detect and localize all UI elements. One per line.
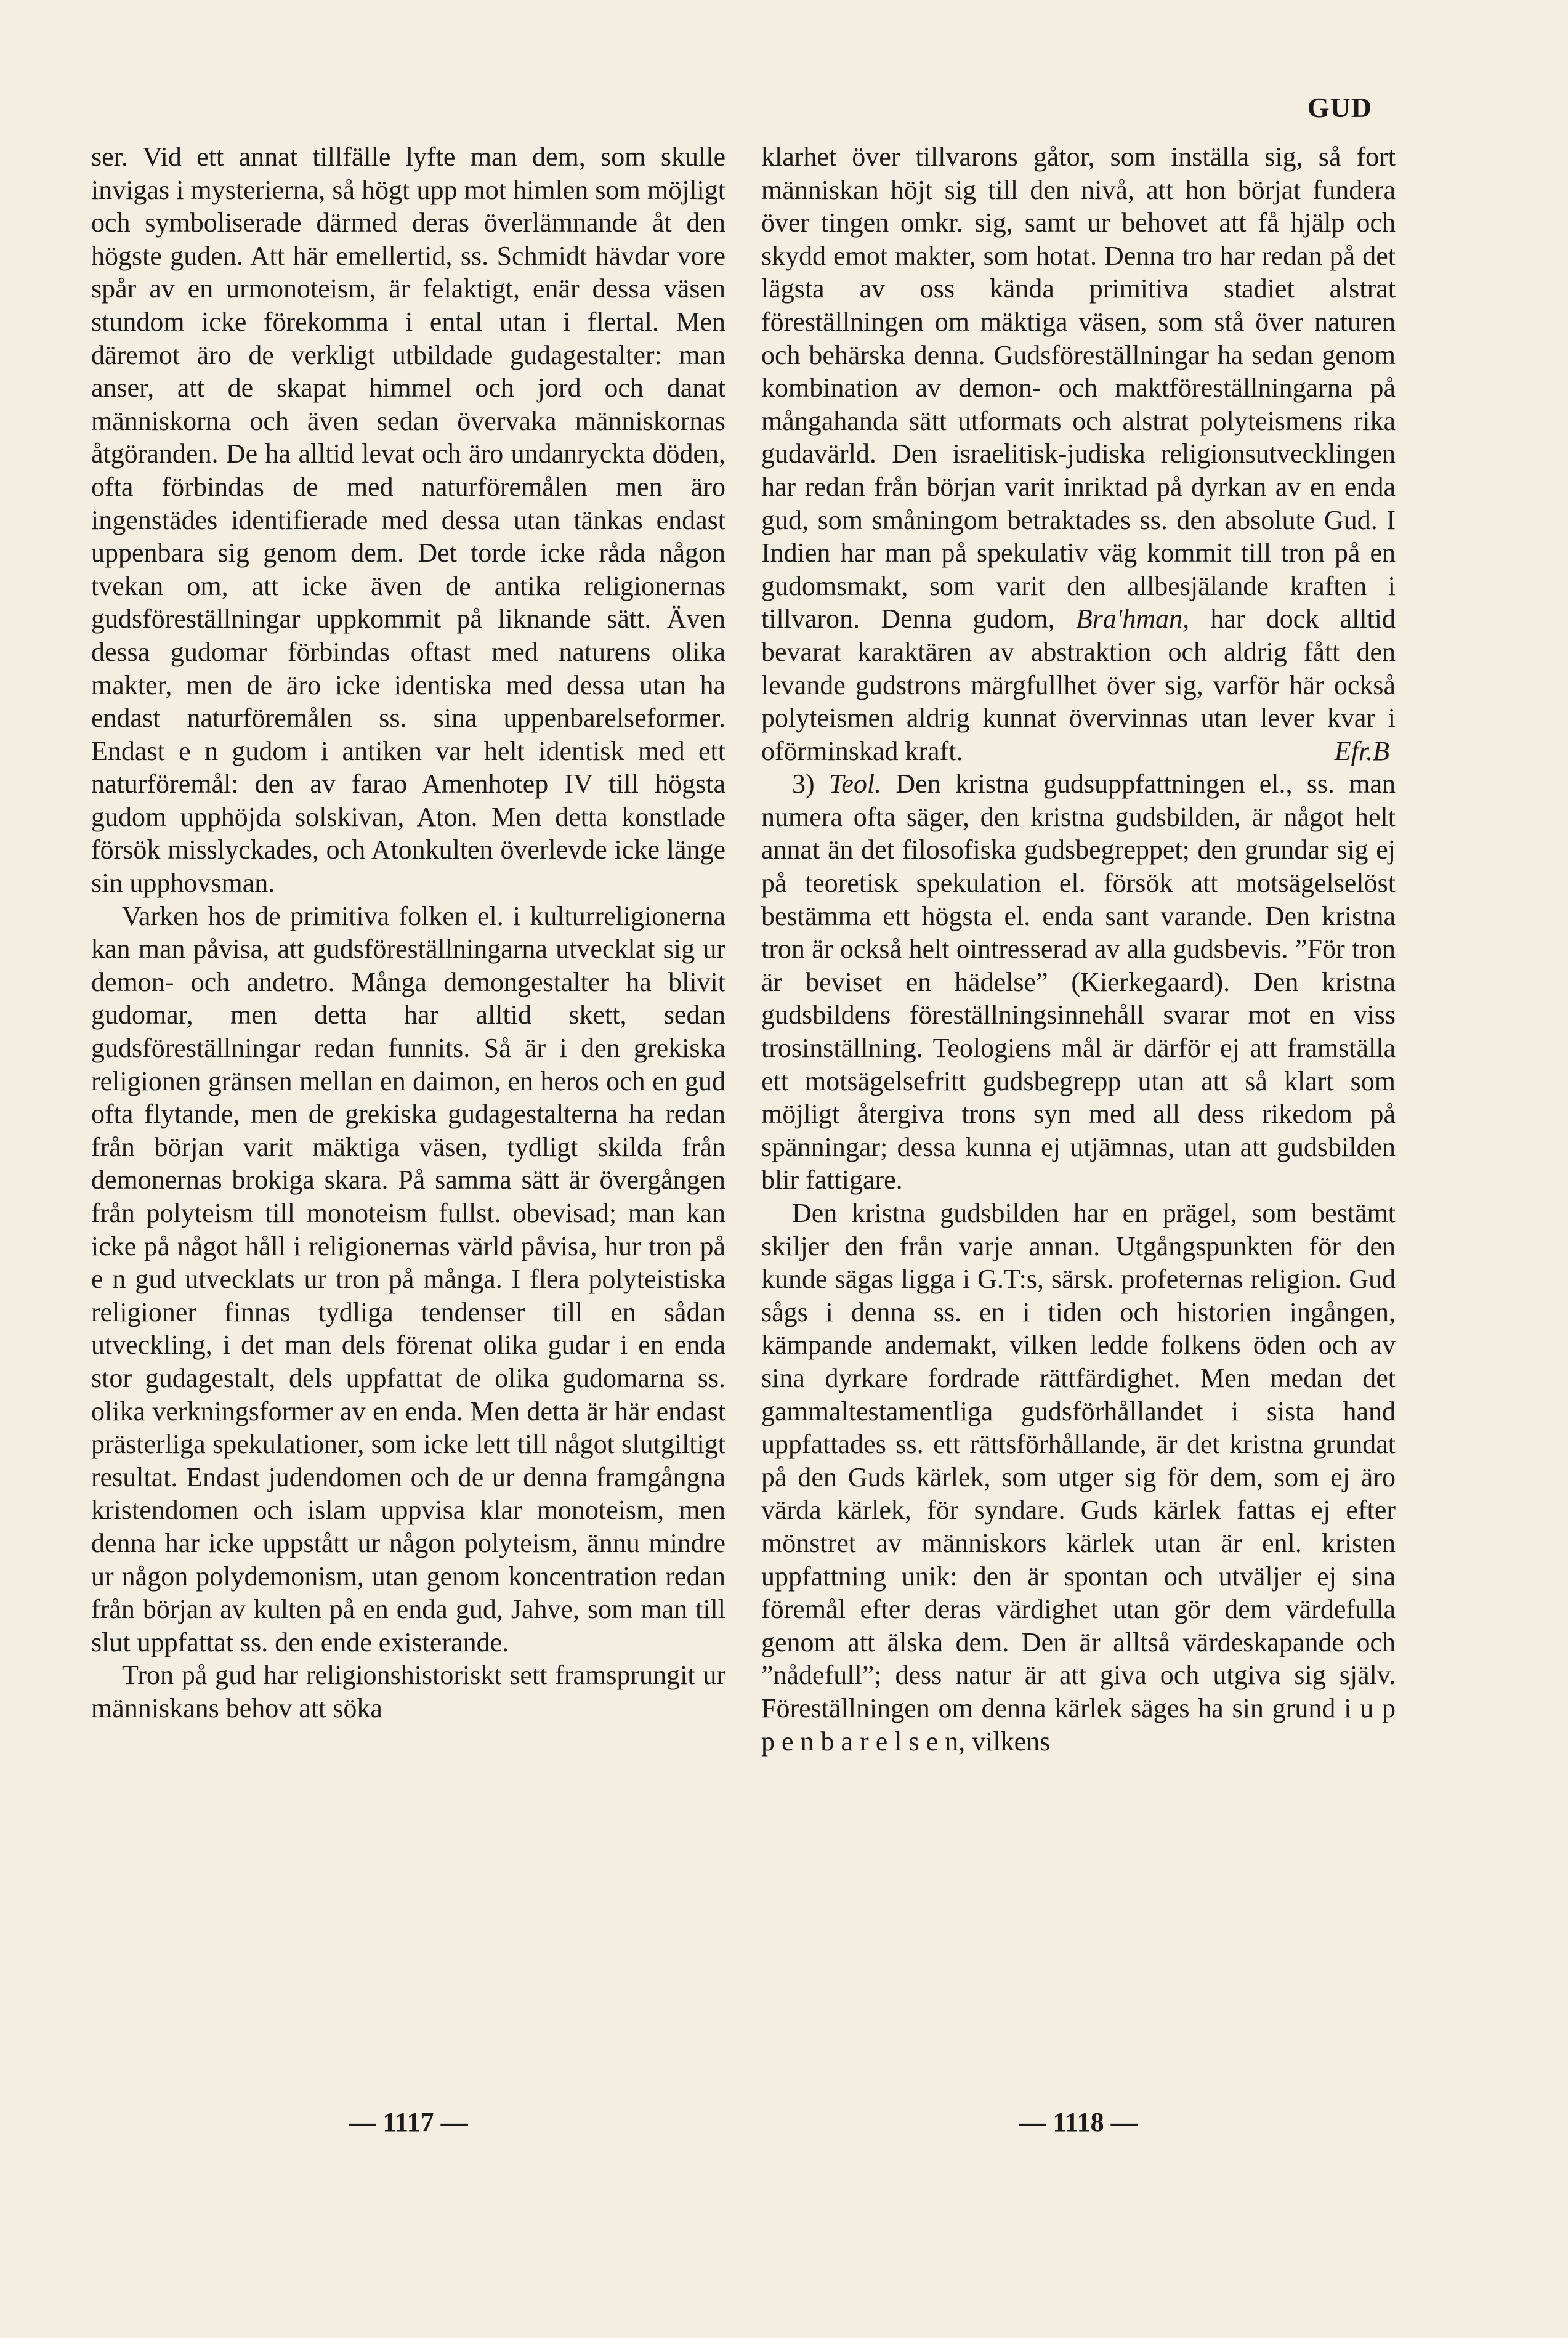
- right-column: [761, 140, 1396, 1758]
- left-paragraph-1: ser. Vid ett annat tillfälle lyfte man dem, som skulle invigas i mysterierna, så högt upp mot himlen som möjligt och symboliserade därmed deras överlämnande åt den högste guden. Att här emellertid, ss. Schmidt hävdar vore spår av en urmonoteism, är felaktigt, enär dessa väsen stundom icke förekomma i ental utan i flertal. Men däremot äro de verkligt utbildade gudagestalter: man anser, att de skapat himmel och jord och danat människorna och även sedan övervaka människornas åtgöranden. De ha alltid levat och äro undanryckta döden, ofta förbindas de med naturföremålen men äro ingenstädes identifierade med dessa utan tänkas endast uppenbara sig genom dem. Det torde icke råda någon tvekan om, att icke även de antika religionernas gudsföreställningar uppkommit på liknande sätt. Även dessa gudomar förbindas oftast med naturens olika makter, men de äro icke identiska med dessa utan ha endast naturföremålen ss. sina uppenbarelseformer. Endast e n gudom i antiken var helt identisk med ett naturföremål: den av farao Amenhotep IV till högsta gudom upphöjda solskivan, Aton. Men detta konstlade försök misslyckades, och Atonkulten överlevde icke länge sin upphovsman.: [91, 142, 725, 899]
- right-paragraph-1-text: klarhet över tillvarons gåtor, som inställa sig, så fort människan höjt sig till den nivå, att hon börjat fundera över tingen omkr. sig, samt ur behovet att få hjälp och skydd emot makter, som hotat. Denna tro har redan på det lägsta av oss kända primitiva stadiet alstrat föreställningen om mäktiga väsen, som stå över naturen och behärska denna. Gudsföreställningar ha sedan genom kombination av demon- och maktföreställningarna på mångahanda sätt utformats och alstrat polyteismens rika gudavärld. Den israelitisk-judiska religionsutvecklingen har redan från början varit inriktad på dyrkan av en enda gud, som småningom betraktades ss. den absolute Gud. I Indien har man på spekulativ väg kommit till tron på en gudomsmakt, som varit den allbesjälande kraften i tillvaron. Denna gudom,: [761, 142, 1396, 634]
- right-paragraph-2-text: Den kristna gudsuppfattningen el., ss. man numera ofta säger, den kristna gudsbilden, är något helt annat än det filosofiska gudsbegreppet; den grundar sig ej på teoretisk spekulation el. försök att motsägelselöst bestämma ett högsta el. enda sant varande. Den kristna tron är också helt ointresserad av alla gudsbevis. ”För tron är beviset en hädelse” (Kierkegaard). Den kristna gudsbildens föreställningsinnehåll svarar mot en viss trosinställning. Teologiens mål är därför ej att framställa ett motsägelsefritt gudsbegrepp utan att så klart som möjligt återgiva trons syn med all dess rikedom på spänningar; dessa kunna ej utjämnas, utan att gudsbilden blir fattigare.: [761, 769, 1396, 1195]
- running-head-keyword: GUD: [1307, 92, 1372, 123]
- right-paragraph-2: [761, 767, 1396, 1197]
- page-number-left: — 1117 —: [349, 2107, 468, 2137]
- right-paragraph-1: [761, 140, 1396, 767]
- section-number: 3): [792, 769, 815, 799]
- author-signature: Efr.B: [1334, 735, 1389, 766]
- left-paragraph-3: Tron på gud har religionshistoriskt sett framsprungit ur människans behov att söka: [91, 1660, 725, 1723]
- page-number-right: — 1118 —: [1019, 2107, 1138, 2137]
- right-paragraph-1-rest: har dock alltid bevarat karaktären av abstraktion och aldrig fått den levande gudstrons märgfullhet över sig, varför här också polyteismen aldrig kunnat övervinnas utan lever kvar i oförminskad kraft.: [761, 604, 1396, 766]
- brahman-term: Bra'hman,: [1075, 604, 1190, 634]
- left-column: [91, 140, 725, 1725]
- right-paragraph-3: Den kristna gudsbilden har en prägel, som bestämt skiljer den från varje annan. Utgångspunkten för den kunde sägas ligga i G.T:s, särsk. profeternas religion. Gud sågs i denna ss. en i tiden och historien ingången, kämpande andemakt, vilken ledde folkens öden och av sina dyrkare fordrade rättfärdighet. Men medan det gammaltestamentliga gudsförhållandet i sista hand uppfattades ss. ett rättsförhållande, är det kristna grundat på den Guds kärlek, som utger sig för dem, som ej äro värda kärlek, för syndare. Guds kärlek fattas ej efter mönstret av människors kärlek utan är enl. kristen uppfattning unik: den är spontan och utväljer ej sina föremål efter deras värdighet utan gör dem värdefulla genom att älska dem. Den är alltså värdeskapande och ”nådefull”; dess natur är att giva och utgiva sig själv. Föreställningen om denna kärlek säges ha sin grund i u p p e n b a r e l s e n, vilkens: [761, 1198, 1396, 1757]
- left-paragraph-2: Varken hos de primitiva folken el. i kulturreligionerna kan man påvisa, att gudsföreställningarna utvecklat sig ur demon- och andetro. Många demongestalter ha blivit gudomar, men detta har alltid skett, sedan gudsföreställningar redan funnits. Så är i den grekiska religionen gränsen mellan en daimon, en heros och en gud ofta flytande, men de grekiska gudagestalterna ha redan från början varit mäktiga väsen, tydligt skilda från demonernas brokiga skara. På samma sätt är övergången från polyteism till monoteism fullst. obevisad; man kan icke på något håll i religionernas värld påvisa, hur tron på e n gud utvecklats ur tron på många. I flera polyteistiska religioner finnas tydliga tendenser till en sådan utveckling, i det man dels förenat olika gudar i en enda stor gudagestalt, dels uppfattat de olika gudomarna ss. olika verkningsformer av en enda. Men detta är här endast prästerliga spekulationer, som icke lett till något slutgiltigt resultat. Endast judendomen och de ur denna framgångna kristendomen och islam uppvisa klar monoteism, men denna har icke uppstått ur någon polyteism, ännu mindre ur någon polydemonism, utan genom koncentration redan från början av kulten på en enda gud, Jahve, som man till slut uppfattat ss. den ende existerande.: [91, 900, 725, 1657]
- section-label: Teol.: [828, 769, 882, 799]
